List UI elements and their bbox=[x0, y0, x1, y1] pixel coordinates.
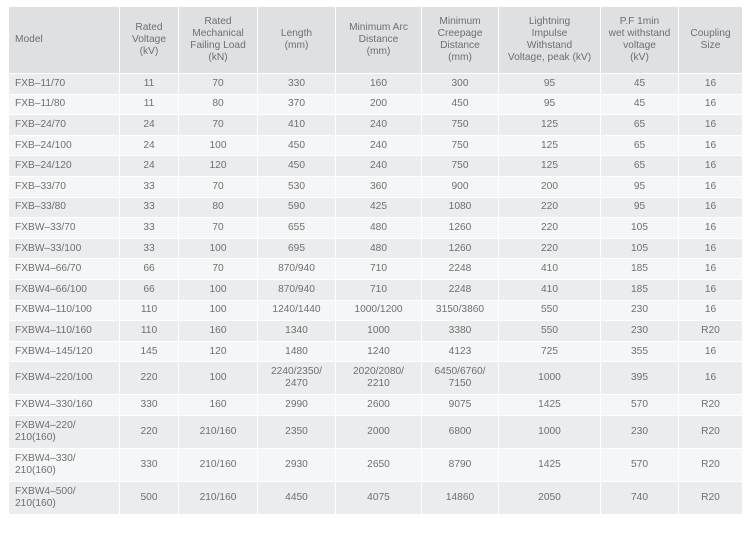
cell-mechanical-load: 80 bbox=[179, 197, 258, 218]
cell-pf-withstand: 45 bbox=[601, 74, 679, 95]
cell-length: 590 bbox=[258, 197, 336, 218]
cell-lightning-impulse: 410 bbox=[499, 259, 601, 280]
cell-rated-voltage: 24 bbox=[120, 135, 179, 156]
spec-table-container bbox=[8, 6, 742, 515]
cell-pf-withstand: 45 bbox=[601, 94, 679, 115]
cell-model: FXBW4–330/160 bbox=[9, 395, 120, 416]
cell-creepage-distance: 3150/3860 bbox=[422, 300, 499, 321]
cell-pf-withstand: 395 bbox=[601, 362, 679, 395]
cell-pf-withstand: 95 bbox=[601, 197, 679, 218]
cell-lightning-impulse: 125 bbox=[499, 115, 601, 136]
cell-arc-distance: 710 bbox=[336, 279, 422, 300]
cell-lightning-impulse: 550 bbox=[499, 321, 601, 342]
table-row bbox=[9, 238, 743, 259]
cell-lightning-impulse: 200 bbox=[499, 176, 601, 197]
cell-lightning-impulse: 1425 bbox=[499, 395, 601, 416]
cell-pf-withstand: 740 bbox=[601, 481, 679, 514]
cell-length: 1340 bbox=[258, 321, 336, 342]
cell-coupling-size: 16 bbox=[679, 135, 743, 156]
cell-model: FXB–24/100 bbox=[9, 135, 120, 156]
cell-creepage-distance: 750 bbox=[422, 115, 499, 136]
cell-model: FXB–24/120 bbox=[9, 156, 120, 177]
cell-rated-voltage: 33 bbox=[120, 238, 179, 259]
table-row bbox=[9, 362, 743, 395]
cell-lightning-impulse: 1000 bbox=[499, 362, 601, 395]
cell-model: FXBW–33/70 bbox=[9, 218, 120, 239]
cell-creepage-distance: 1260 bbox=[422, 218, 499, 239]
cell-model: FXB–33/80 bbox=[9, 197, 120, 218]
cell-pf-withstand: 230 bbox=[601, 300, 679, 321]
cell-arc-distance: 200 bbox=[336, 94, 422, 115]
cell-coupling-size: 16 bbox=[679, 74, 743, 95]
cell-arc-distance: 710 bbox=[336, 259, 422, 280]
table-row bbox=[9, 279, 743, 300]
cell-arc-distance: 240 bbox=[336, 135, 422, 156]
cell-mechanical-load: 70 bbox=[179, 218, 258, 239]
cell-coupling-size: 16 bbox=[679, 176, 743, 197]
cell-lightning-impulse: 220 bbox=[499, 197, 601, 218]
cell-lightning-impulse: 1000 bbox=[499, 415, 601, 448]
cell-mechanical-load: 70 bbox=[179, 259, 258, 280]
cell-rated-voltage: 33 bbox=[120, 218, 179, 239]
header-pf-withstand: P.F 1min wet withstand voltage (kV) bbox=[601, 7, 679, 74]
header-row bbox=[9, 7, 743, 74]
cell-rated-voltage: 11 bbox=[120, 94, 179, 115]
cell-arc-distance: 2650 bbox=[336, 448, 422, 481]
cell-lightning-impulse: 410 bbox=[499, 279, 601, 300]
table-row bbox=[9, 415, 743, 448]
cell-model: FXBW–33/100 bbox=[9, 238, 120, 259]
cell-mechanical-load: 70 bbox=[179, 74, 258, 95]
insulator-spec-table bbox=[8, 6, 743, 515]
cell-length: 450 bbox=[258, 135, 336, 156]
table-row bbox=[9, 300, 743, 321]
cell-mechanical-load: 100 bbox=[179, 300, 258, 321]
table-row bbox=[9, 115, 743, 136]
cell-creepage-distance: 2248 bbox=[422, 279, 499, 300]
cell-arc-distance: 425 bbox=[336, 197, 422, 218]
cell-creepage-distance: 300 bbox=[422, 74, 499, 95]
cell-mechanical-load: 160 bbox=[179, 321, 258, 342]
cell-pf-withstand: 355 bbox=[601, 341, 679, 362]
cell-length: 2350 bbox=[258, 415, 336, 448]
cell-lightning-impulse: 550 bbox=[499, 300, 601, 321]
cell-pf-withstand: 65 bbox=[601, 115, 679, 136]
cell-mechanical-load: 210/160 bbox=[179, 415, 258, 448]
cell-arc-distance: 4075 bbox=[336, 481, 422, 514]
header-length: Length (mm) bbox=[258, 7, 336, 74]
cell-model: FXB–33/70 bbox=[9, 176, 120, 197]
table-row bbox=[9, 259, 743, 280]
header-coupling-size: Coupling Size bbox=[679, 7, 743, 74]
table-row bbox=[9, 321, 743, 342]
cell-model: FXBW4–145/120 bbox=[9, 341, 120, 362]
header-creepage-distance: Minimum Creepage Distance (mm) bbox=[422, 7, 499, 74]
cell-rated-voltage: 24 bbox=[120, 156, 179, 177]
cell-pf-withstand: 185 bbox=[601, 259, 679, 280]
cell-creepage-distance: 4123 bbox=[422, 341, 499, 362]
cell-rated-voltage: 145 bbox=[120, 341, 179, 362]
table-row bbox=[9, 197, 743, 218]
cell-pf-withstand: 105 bbox=[601, 238, 679, 259]
cell-length: 2930 bbox=[258, 448, 336, 481]
cell-coupling-size: 16 bbox=[679, 300, 743, 321]
cell-creepage-distance: 1080 bbox=[422, 197, 499, 218]
header-model: Model bbox=[9, 7, 120, 74]
cell-arc-distance: 480 bbox=[336, 238, 422, 259]
cell-lightning-impulse: 725 bbox=[499, 341, 601, 362]
cell-lightning-impulse: 2050 bbox=[499, 481, 601, 514]
cell-creepage-distance: 14860 bbox=[422, 481, 499, 514]
cell-arc-distance: 2000 bbox=[336, 415, 422, 448]
cell-length: 870/940 bbox=[258, 259, 336, 280]
cell-mechanical-load: 210/160 bbox=[179, 481, 258, 514]
cell-mechanical-load: 210/160 bbox=[179, 448, 258, 481]
cell-creepage-distance: 1260 bbox=[422, 238, 499, 259]
cell-creepage-distance: 9075 bbox=[422, 395, 499, 416]
cell-arc-distance: 1240 bbox=[336, 341, 422, 362]
cell-rated-voltage: 24 bbox=[120, 115, 179, 136]
table-row bbox=[9, 74, 743, 95]
cell-length: 2240/2350/ 2470 bbox=[258, 362, 336, 395]
cell-mechanical-load: 80 bbox=[179, 94, 258, 115]
cell-rated-voltage: 66 bbox=[120, 279, 179, 300]
cell-pf-withstand: 230 bbox=[601, 415, 679, 448]
header-mechanical-load: Rated Mechanical Failing Load (kN) bbox=[179, 7, 258, 74]
cell-arc-distance: 480 bbox=[336, 218, 422, 239]
cell-arc-distance: 2020/2080/ 2210 bbox=[336, 362, 422, 395]
cell-length: 1240/1440 bbox=[258, 300, 336, 321]
cell-arc-distance: 240 bbox=[336, 156, 422, 177]
cell-length: 695 bbox=[258, 238, 336, 259]
cell-rated-voltage: 33 bbox=[120, 197, 179, 218]
cell-model: FXBW4–66/70 bbox=[9, 259, 120, 280]
cell-rated-voltage: 110 bbox=[120, 300, 179, 321]
table-row bbox=[9, 341, 743, 362]
cell-coupling-size: R20 bbox=[679, 415, 743, 448]
cell-length: 530 bbox=[258, 176, 336, 197]
cell-coupling-size: 16 bbox=[679, 362, 743, 395]
cell-rated-voltage: 66 bbox=[120, 259, 179, 280]
cell-rated-voltage: 330 bbox=[120, 448, 179, 481]
cell-rated-voltage: 220 bbox=[120, 415, 179, 448]
cell-arc-distance: 240 bbox=[336, 115, 422, 136]
cell-length: 2990 bbox=[258, 395, 336, 416]
cell-pf-withstand: 570 bbox=[601, 395, 679, 416]
cell-creepage-distance: 3380 bbox=[422, 321, 499, 342]
cell-lightning-impulse: 95 bbox=[499, 94, 601, 115]
cell-creepage-distance: 6450/6760/ 7150 bbox=[422, 362, 499, 395]
cell-length: 4450 bbox=[258, 481, 336, 514]
cell-lightning-impulse: 125 bbox=[499, 156, 601, 177]
cell-pf-withstand: 95 bbox=[601, 176, 679, 197]
cell-rated-voltage: 33 bbox=[120, 176, 179, 197]
table-row bbox=[9, 395, 743, 416]
header-lightning-impulse: Lightning Impulse Withstand Voltage, peak (kV) bbox=[499, 7, 601, 74]
cell-coupling-size: R20 bbox=[679, 395, 743, 416]
cell-coupling-size: 16 bbox=[679, 259, 743, 280]
cell-arc-distance: 1000 bbox=[336, 321, 422, 342]
table-row bbox=[9, 481, 743, 514]
cell-length: 370 bbox=[258, 94, 336, 115]
cell-lightning-impulse: 220 bbox=[499, 218, 601, 239]
cell-length: 655 bbox=[258, 218, 336, 239]
cell-rated-voltage: 220 bbox=[120, 362, 179, 395]
cell-pf-withstand: 105 bbox=[601, 218, 679, 239]
cell-creepage-distance: 2248 bbox=[422, 259, 499, 280]
cell-mechanical-load: 70 bbox=[179, 115, 258, 136]
cell-coupling-size: 16 bbox=[679, 197, 743, 218]
cell-length: 410 bbox=[258, 115, 336, 136]
cell-creepage-distance: 6800 bbox=[422, 415, 499, 448]
cell-model: FXB–11/70 bbox=[9, 74, 120, 95]
cell-length: 870/940 bbox=[258, 279, 336, 300]
cell-mechanical-load: 120 bbox=[179, 341, 258, 362]
cell-lightning-impulse: 1425 bbox=[499, 448, 601, 481]
cell-coupling-size: 16 bbox=[679, 115, 743, 136]
table-row bbox=[9, 448, 743, 481]
cell-model: FXBW4–66/100 bbox=[9, 279, 120, 300]
cell-mechanical-load: 100 bbox=[179, 362, 258, 395]
cell-arc-distance: 160 bbox=[336, 74, 422, 95]
cell-rated-voltage: 11 bbox=[120, 74, 179, 95]
cell-coupling-size: 16 bbox=[679, 94, 743, 115]
cell-coupling-size: R20 bbox=[679, 448, 743, 481]
cell-rated-voltage: 330 bbox=[120, 395, 179, 416]
header-rated-voltage: Rated Voltage (kV) bbox=[120, 7, 179, 74]
cell-model: FXBW4–220/100 bbox=[9, 362, 120, 395]
cell-coupling-size: 16 bbox=[679, 238, 743, 259]
cell-arc-distance: 360 bbox=[336, 176, 422, 197]
cell-mechanical-load: 100 bbox=[179, 135, 258, 156]
table-body bbox=[9, 74, 743, 515]
cell-rated-voltage: 500 bbox=[120, 481, 179, 514]
cell-mechanical-load: 120 bbox=[179, 156, 258, 177]
cell-mechanical-load: 70 bbox=[179, 176, 258, 197]
cell-coupling-size: R20 bbox=[679, 481, 743, 514]
cell-coupling-size: 16 bbox=[679, 156, 743, 177]
cell-coupling-size: 16 bbox=[679, 218, 743, 239]
cell-coupling-size: 16 bbox=[679, 279, 743, 300]
header-arc-distance: Minimum Arc Distance (mm) bbox=[336, 7, 422, 74]
cell-length: 1480 bbox=[258, 341, 336, 362]
cell-coupling-size: R20 bbox=[679, 321, 743, 342]
cell-model: FXBW4–110/160 bbox=[9, 321, 120, 342]
cell-creepage-distance: 750 bbox=[422, 156, 499, 177]
cell-model: FXBW4–220/ 210(160) bbox=[9, 415, 120, 448]
cell-length: 330 bbox=[258, 74, 336, 95]
cell-model: FXBW4–330/ 210(160) bbox=[9, 448, 120, 481]
cell-model: FXB–24/70 bbox=[9, 115, 120, 136]
cell-pf-withstand: 185 bbox=[601, 279, 679, 300]
cell-pf-withstand: 65 bbox=[601, 156, 679, 177]
cell-length: 450 bbox=[258, 156, 336, 177]
cell-mechanical-load: 100 bbox=[179, 238, 258, 259]
table-row bbox=[9, 94, 743, 115]
cell-coupling-size: 16 bbox=[679, 341, 743, 362]
cell-creepage-distance: 450 bbox=[422, 94, 499, 115]
cell-pf-withstand: 230 bbox=[601, 321, 679, 342]
table-row bbox=[9, 156, 743, 177]
table-row bbox=[9, 135, 743, 156]
cell-pf-withstand: 570 bbox=[601, 448, 679, 481]
cell-model: FXB–11/80 bbox=[9, 94, 120, 115]
cell-creepage-distance: 900 bbox=[422, 176, 499, 197]
table-row bbox=[9, 176, 743, 197]
cell-mechanical-load: 100 bbox=[179, 279, 258, 300]
cell-lightning-impulse: 220 bbox=[499, 238, 601, 259]
table-row bbox=[9, 218, 743, 239]
cell-creepage-distance: 8790 bbox=[422, 448, 499, 481]
cell-pf-withstand: 65 bbox=[601, 135, 679, 156]
cell-model: FXBW4–500/ 210(160) bbox=[9, 481, 120, 514]
cell-rated-voltage: 110 bbox=[120, 321, 179, 342]
cell-arc-distance: 1000/1200 bbox=[336, 300, 422, 321]
cell-lightning-impulse: 95 bbox=[499, 74, 601, 95]
cell-creepage-distance: 750 bbox=[422, 135, 499, 156]
cell-arc-distance: 2600 bbox=[336, 395, 422, 416]
cell-lightning-impulse: 125 bbox=[499, 135, 601, 156]
cell-model: FXBW4–110/100 bbox=[9, 300, 120, 321]
cell-mechanical-load: 160 bbox=[179, 395, 258, 416]
